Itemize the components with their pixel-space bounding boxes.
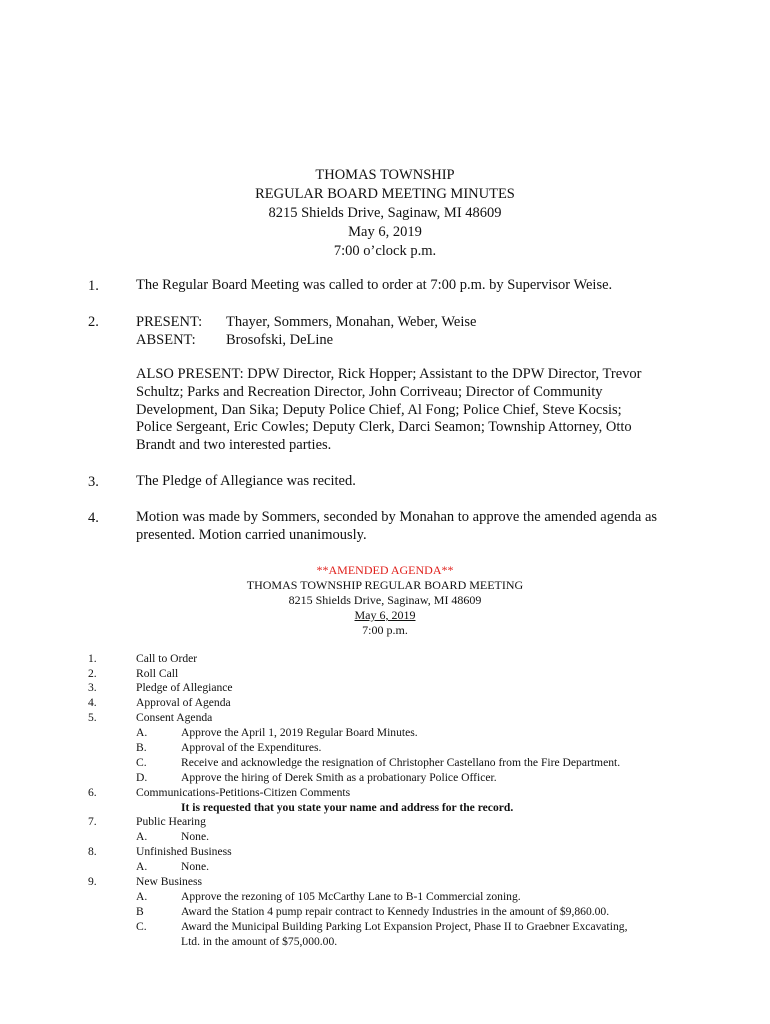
text-line: Schultz; Parks and Recreation Director, John Corriveau; Director of Community	[136, 383, 603, 400]
sub-item: Approval of the Expenditures.	[181, 741, 322, 754]
agenda-number: 2.	[88, 667, 97, 680]
agenda-number: 5.	[88, 711, 97, 724]
absent-names: Brosofski, DeLine	[226, 332, 334, 348]
sub-letter: C.	[136, 920, 147, 933]
agenda-item: Pledge of Allegiance	[136, 681, 233, 694]
item-text: The Regular Board Meeting was called to order at 7:00 p.m. by Supervisor Weise.	[136, 277, 613, 293]
sub-item: None.	[181, 830, 210, 843]
item-number: 3.	[88, 474, 99, 490]
sub-letter: A.	[136, 860, 148, 873]
sub-item: Receive and acknowledge the resignation of Christopher Castellano from the Fire Department.	[181, 756, 621, 769]
agenda-date	[0, 608, 770, 623]
amended-agenda-label: **AMENDED AGENDA**	[316, 563, 454, 577]
agenda-item: Call to Order	[136, 652, 198, 665]
absent-label: ABSENT:	[136, 332, 196, 348]
sub-letter: B.	[136, 741, 147, 754]
meeting-address: 8215 Shields Drive, Saginaw, MI 48609	[268, 205, 502, 221]
sub-item: Approve the rezoning of 105 McCarthy Lane to B-1 Commercial zoning.	[181, 890, 521, 903]
sub-letter: C.	[136, 756, 147, 769]
agenda-number: 6.	[88, 786, 97, 799]
agenda-number: 1.	[88, 652, 97, 665]
agenda-item: Unfinished Business	[136, 845, 232, 858]
sub-letter: D.	[136, 771, 148, 784]
sub-item: Approve the hiring of Derek Smith as a probationary Police Officer.	[181, 771, 497, 784]
amended-agenda-header	[0, 563, 770, 638]
sub-letter: A.	[136, 890, 148, 903]
agenda-item: Roll Call	[136, 667, 179, 680]
sub-letter: B	[136, 905, 144, 918]
agenda-number: 4.	[88, 696, 97, 709]
text-line: presented. Motion carried unanimously.	[136, 526, 367, 543]
agenda-number: 9.	[88, 875, 97, 888]
meeting-date: May 6, 2019	[348, 224, 422, 240]
sub-item: Approve the April 1, 2019 Regular Board Minutes.	[181, 726, 418, 739]
item-text: The Pledge of Allegiance was recited.	[136, 473, 356, 489]
agenda-address: 8215 Shields Drive, Saginaw, MI 48609	[288, 593, 482, 607]
sub-letter: A.	[136, 830, 148, 843]
agenda-item: Approval of Agenda	[136, 696, 231, 709]
sub-item-continued: Ltd. in the amount of $75,000.00.	[181, 935, 338, 948]
item-text	[136, 509, 684, 545]
agenda-item: Consent Agenda	[136, 711, 213, 724]
text-line: ALSO PRESENT: DPW Director, Rick Hopper; Assistant to the DPW Director, Trevor	[136, 366, 642, 382]
agenda-number: 7.	[88, 815, 97, 828]
agenda-item: Communications-Petitions-Citizen Comments	[136, 786, 351, 799]
text-line: Development, Dan Sika; Deputy Police Chief, Al Fong; Police Chief, Steve Kocsis;	[136, 401, 622, 418]
present-label: PRESENT:	[136, 314, 203, 330]
township-name: THOMAS TOWNSHIP	[315, 167, 455, 183]
item-number: 4.	[88, 510, 99, 526]
text-line: Brandt and two interested parties.	[136, 437, 332, 454]
agenda-number: 8.	[88, 845, 97, 858]
item-number: 2.	[88, 314, 99, 330]
agenda-title: THOMAS TOWNSHIP REGULAR BOARD MEETING	[246, 578, 524, 592]
present-names: Thayer, Sommers, Monahan, Weber, Weise	[226, 314, 477, 330]
meeting-time: 7:00 o’clock p.m.	[333, 243, 437, 259]
agenda-time: 7:00 p.m.	[362, 623, 408, 637]
document-title: REGULAR BOARD MEETING MINUTES	[255, 186, 515, 202]
sub-item: Award the Station 4 pump repair contract to Kennedy Industries in the amount of $9,860.00.	[181, 905, 610, 918]
agenda-item: New Business	[136, 875, 203, 888]
agenda-item: Public Hearing	[136, 815, 206, 828]
also-present-paragraph	[136, 366, 684, 455]
agenda-date-text: May 6, 2019	[354, 608, 416, 622]
item-number: 1.	[88, 278, 99, 294]
sub-letter: A.	[136, 726, 148, 739]
sub-item: None.	[181, 860, 210, 873]
agenda-number: 3.	[88, 681, 97, 694]
citizen-comment-note: It is requested that you state your name and address for the record.	[181, 801, 514, 814]
text-line: Police Sergeant, Eric Cowles; Deputy Clerk, Darci Seamon; Township Attorney, Otto	[136, 419, 632, 436]
text-line: Motion was made by Sommers, seconded by Monahan to approve the amended agenda as	[136, 509, 658, 525]
sub-item: Award the Municipal Building Parking Lot Expansion Project, Phase II to Graebner Excavating,	[181, 920, 628, 933]
document-header	[0, 166, 770, 261]
